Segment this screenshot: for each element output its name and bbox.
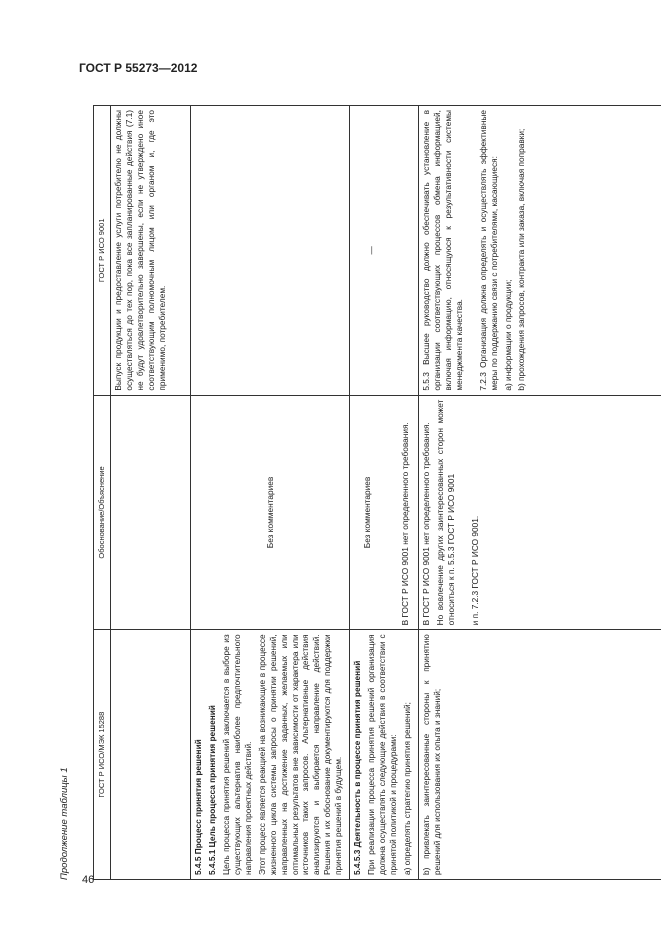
column-header-iso15288: ГОСТ Р ИСО/МЭК 15288 — [94, 630, 111, 880]
subsection-heading: 5.4.5.1 Цель процесса принятия решений — [206, 705, 217, 875]
cell-dash: — — [350, 106, 419, 396]
table-row — [111, 106, 191, 880]
paragraph: 5.5.3 Высшее руководство должно обеспечивать установление в организации соответствующих процессов обмена информацией, включая информацию, относящуюся к результативности системы менеджмента качества. — [420, 110, 464, 391]
list-item: a) определять стратегию принятия решений; — [401, 702, 412, 875]
cell-justification — [418, 395, 661, 630]
comparison-table — [93, 105, 661, 880]
paragraph: Без комментариев — [362, 476, 373, 549]
paragraph: и п. 7.2.3 ГОСТ Р ИСО 9001. — [469, 515, 480, 626]
table-continuation-label: Продолжение таблицы 1 — [59, 767, 70, 880]
table-row — [418, 106, 661, 880]
section-heading: 5.4.5 Процесс принятия решений — [193, 739, 203, 875]
paragraph: Цель процесса принятия решений заключается в выборе из существующих альтернатив наиболее предпочтительного направления проектных действий. — [220, 634, 253, 875]
column-header-justification: Обоснование/Объяснение — [94, 395, 111, 630]
list-item: b) прохождения запросов, контракта или заказа, включая поправки; — [516, 128, 527, 391]
cell-empty — [111, 630, 191, 880]
table-row — [350, 106, 419, 880]
cell-decision-process — [191, 630, 350, 880]
table-row — [191, 106, 350, 880]
cell-justification: Без комментариев — [191, 395, 350, 630]
cell-empty — [111, 395, 191, 630]
cell-iso9001-text — [418, 106, 661, 396]
cell-justification — [350, 395, 419, 630]
table-header-row — [94, 106, 111, 880]
document-header: ГОСТ Р 55273—2012 — [79, 61, 198, 75]
paragraph: Этот процесс является реакцией на возникающие в процессе жизненного цикла системы запросы о принятии решений, направленных на достижение заданных, желаемых или оптимальных результатов вне зависимости от характера или источников таких запросов. Альтернативные действия анализируются и выбирается направление действий. Решения и их обоснование документируются для поддержки принятия решений в будущем. — [256, 634, 344, 875]
paragraph: Но вовлечение других заинтересованных сторон может относиться к п. 5.5.3 ГОСТ Р ИСО 9001 — [434, 399, 456, 626]
paragraph: В ГОСТ Р ИСО 9001 нет определенного требования. — [420, 422, 431, 626]
rotated-table-area — [59, 90, 579, 880]
paragraph: 7.2.3 Организация должна определять и осуществлять эффективные меры по поддержанию связи с потребителями, касающиеся: — [477, 110, 499, 391]
paragraph: При реализации процесса принятия решений организация должна осуществлять следующие действия в соответствии с принятой политикой и процедурами: — [366, 634, 398, 875]
subsection-heading: 5.4.5.3 Деятельность в процессе принятия решений — [352, 660, 363, 875]
list-item: b) привлекать заинтересованные стороны к принятию решений для использования их опыта и знаний; — [420, 634, 442, 875]
column-header-iso9001: ГОСТ Р ИСО 9001 — [94, 106, 111, 396]
cell-iso9001-text: Выпуск продукции и предоставление услуги потребителю не должны осуществляться до тех пор, пока все запланированные действия (7.1) не будут удовлетворительно завершены, если не утверждено иное соответствующим полномочным лицом или органом и, где это применимо, потребителем. — [111, 106, 191, 396]
list-item: a) информации о продукции; — [502, 279, 513, 391]
cell-item-b — [418, 630, 661, 880]
cell-empty — [191, 106, 350, 396]
cell-decision-activity — [350, 630, 419, 880]
page-number: 46 — [82, 874, 95, 886]
paragraph: В ГОСТ Р ИСО 9001 нет определенного требования. — [400, 422, 411, 626]
